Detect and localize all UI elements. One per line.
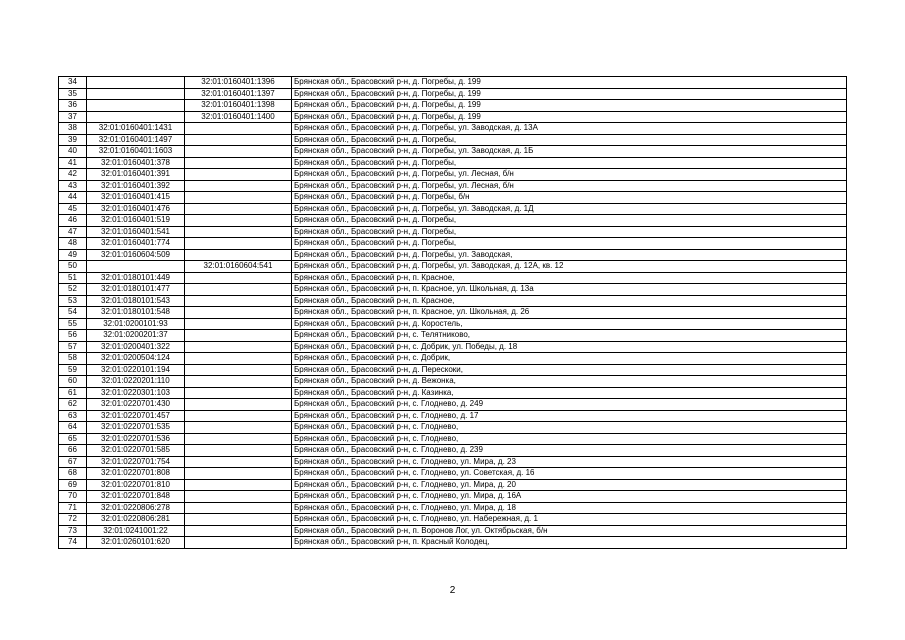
- table-row: [59, 123, 847, 135]
- address-cell: Брянская обл., Брасовский р-н, п. Красное, ул. Школьная, д. 13а: [292, 284, 847, 296]
- old-cadastral-number-cell: 32:01:0180101:548: [87, 307, 185, 319]
- old-cadastral-number-cell: [87, 88, 185, 100]
- table-row: [59, 169, 847, 181]
- address-cell: Брянская обл., Брасовский р-н, д. Погребы, ул. Заводская, д. 12А, кв. 12: [292, 261, 847, 273]
- table-row: [59, 376, 847, 388]
- row-number-cell: 47: [59, 226, 87, 238]
- address-cell: Брянская обл., Брасовский р-н, п. Воронов Лог, ул. Октябрьская, б/н: [292, 525, 847, 537]
- address-cell: Брянская обл., Брасовский р-н, д. Погребы,: [292, 238, 847, 250]
- address-cell: Брянская обл., Брасовский р-н, с. Телятниково,: [292, 330, 847, 342]
- table-row: [59, 318, 847, 330]
- address-cell: Брянская обл., Брасовский р-н, д. Погребы,: [292, 134, 847, 146]
- new-cadastral-number-cell: [185, 134, 292, 146]
- address-cell: Брянская обл., Брасовский р-н, д. Погребы,: [292, 157, 847, 169]
- address-cell: Брянская обл., Брасовский р-н, д. Казинка,: [292, 387, 847, 399]
- address-cell: Брянская обл., Брасовский р-н, д. Погребы, ул. Лесная, б/н: [292, 169, 847, 181]
- new-cadastral-number-cell: [185, 192, 292, 204]
- address-cell: Брянская обл., Брасовский р-н, с. Глоднево, ул. Мира, д. 23: [292, 456, 847, 468]
- table-row: [59, 111, 847, 123]
- address-cell: Брянская обл., Брасовский р-н, п. Красное,: [292, 295, 847, 307]
- address-cell: Брянская обл., Брасовский р-н, с. Добрик, ул. Победы, д. 18: [292, 341, 847, 353]
- new-cadastral-number-cell: [185, 341, 292, 353]
- address-cell: Брянская обл., Брасовский р-н, с. Глоднево, ул. Набережная, д. 1: [292, 514, 847, 526]
- address-cell: Брянская обл., Брасовский р-н, с. Глоднево,: [292, 433, 847, 445]
- address-cell: Брянская обл., Брасовский р-н, п. Красное, ул. Школьная, д. 26: [292, 307, 847, 319]
- table-row: [59, 364, 847, 376]
- new-cadastral-number-cell: [185, 318, 292, 330]
- table-row: [59, 226, 847, 238]
- table-row: [59, 353, 847, 365]
- new-cadastral-number-cell: [185, 468, 292, 480]
- table-row: [59, 514, 847, 526]
- row-number-cell: 54: [59, 307, 87, 319]
- address-cell: Брянская обл., Брасовский р-н, д. Погребы,: [292, 215, 847, 227]
- page-number: 2: [449, 585, 456, 596]
- table-row: [59, 456, 847, 468]
- old-cadastral-number-cell: 32:01:0160401:476: [87, 203, 185, 215]
- old-cadastral-number-cell: 32:01:0220806:278: [87, 502, 185, 514]
- address-cell: Брянская обл., Брасовский р-н, с. Глоднево, ул. Мира, д. 16А: [292, 491, 847, 503]
- row-number-cell: 53: [59, 295, 87, 307]
- old-cadastral-number-cell: 32:01:0220701:848: [87, 491, 185, 503]
- new-cadastral-number-cell: [185, 422, 292, 434]
- row-number-cell: 63: [59, 410, 87, 422]
- old-cadastral-number-cell: 32:01:0160401:541: [87, 226, 185, 238]
- row-number-cell: 43: [59, 180, 87, 192]
- old-cadastral-number-cell: 32:01:0220701:585: [87, 445, 185, 457]
- address-cell: Брянская обл., Брасовский р-н, д. Погребы, д. 199: [292, 111, 847, 123]
- table-body: [59, 77, 847, 549]
- old-cadastral-number-cell: 32:01:0160401:774: [87, 238, 185, 250]
- old-cadastral-number-cell: 32:01:0160604:509: [87, 249, 185, 261]
- row-number-cell: 72: [59, 514, 87, 526]
- new-cadastral-number-cell: 32:01:0160604:541: [185, 261, 292, 273]
- address-cell: Брянская обл., Брасовский р-н, д. Погребы, ул. Заводская,: [292, 249, 847, 261]
- table-row: [59, 422, 847, 434]
- row-number-cell: 60: [59, 376, 87, 388]
- new-cadastral-number-cell: [185, 226, 292, 238]
- old-cadastral-number-cell: 32:01:0220701:810: [87, 479, 185, 491]
- new-cadastral-number-cell: [185, 525, 292, 537]
- old-cadastral-number-cell: 32:01:0220701:457: [87, 410, 185, 422]
- old-cadastral-number-cell: 32:01:0160401:392: [87, 180, 185, 192]
- row-number-cell: 65: [59, 433, 87, 445]
- row-number-cell: 34: [59, 77, 87, 89]
- new-cadastral-number-cell: [185, 249, 292, 261]
- address-cell: Брянская обл., Брасовский р-н, д. Погребы, ул. Заводская, д. 1Б: [292, 146, 847, 158]
- new-cadastral-number-cell: 32:01:0160401:1400: [185, 111, 292, 123]
- row-number-cell: 67: [59, 456, 87, 468]
- row-number-cell: 73: [59, 525, 87, 537]
- row-number-cell: 57: [59, 341, 87, 353]
- old-cadastral-number-cell: 32:01:0160401:378: [87, 157, 185, 169]
- old-cadastral-number-cell: 32:01:0220201:110: [87, 376, 185, 388]
- table-row: [59, 88, 847, 100]
- address-cell: Брянская обл., Брасовский р-н, д. Погребы, д. 199: [292, 100, 847, 112]
- address-cell: Брянская обл., Брасовский р-н, д. Погребы, д. 199: [292, 88, 847, 100]
- table-row: [59, 261, 847, 273]
- address-cell: Брянская обл., Брасовский р-н, с. Глоднево, ул. Мира, д. 18: [292, 502, 847, 514]
- row-number-cell: 58: [59, 353, 87, 365]
- address-cell: Брянская обл., Брасовский р-н, д. Вежонка,: [292, 376, 847, 388]
- row-number-cell: 37: [59, 111, 87, 123]
- new-cadastral-number-cell: [185, 238, 292, 250]
- old-cadastral-number-cell: 32:01:0220701:808: [87, 468, 185, 480]
- old-cadastral-number-cell: 32:01:0241001:22: [87, 525, 185, 537]
- row-number-cell: 74: [59, 537, 87, 549]
- table-row: [59, 249, 847, 261]
- new-cadastral-number-cell: [185, 399, 292, 411]
- row-number-cell: 51: [59, 272, 87, 284]
- old-cadastral-number-cell: 32:01:0220806:281: [87, 514, 185, 526]
- table-row: [59, 284, 847, 296]
- new-cadastral-number-cell: [185, 479, 292, 491]
- address-cell: Брянская обл., Брасовский р-н, п. Красное,: [292, 272, 847, 284]
- row-number-cell: 35: [59, 88, 87, 100]
- address-cell: Брянская обл., Брасовский р-н, д. Погребы, д. 199: [292, 77, 847, 89]
- address-cell: Брянская обл., Брасовский р-н, д. Перескоки,: [292, 364, 847, 376]
- new-cadastral-number-cell: [185, 433, 292, 445]
- table-row: [59, 330, 847, 342]
- old-cadastral-number-cell: 32:01:0200101:93: [87, 318, 185, 330]
- table-row: [59, 307, 847, 319]
- new-cadastral-number-cell: [185, 123, 292, 135]
- table-row: [59, 410, 847, 422]
- new-cadastral-number-cell: [185, 387, 292, 399]
- row-number-cell: 40: [59, 146, 87, 158]
- old-cadastral-number-cell: 32:01:0160401:415: [87, 192, 185, 204]
- old-cadastral-number-cell: [87, 100, 185, 112]
- row-number-cell: 61: [59, 387, 87, 399]
- new-cadastral-number-cell: [185, 180, 292, 192]
- new-cadastral-number-cell: [185, 410, 292, 422]
- row-number-cell: 68: [59, 468, 87, 480]
- address-cell: Брянская обл., Брасовский р-н, с. Добрик,: [292, 353, 847, 365]
- new-cadastral-number-cell: [185, 215, 292, 227]
- new-cadastral-number-cell: [185, 376, 292, 388]
- new-cadastral-number-cell: 32:01:0160401:1398: [185, 100, 292, 112]
- table-row: [59, 100, 847, 112]
- old-cadastral-number-cell: 32:01:0160401:1603: [87, 146, 185, 158]
- new-cadastral-number-cell: [185, 364, 292, 376]
- table-row: [59, 272, 847, 284]
- new-cadastral-number-cell: 32:01:0160401:1396: [185, 77, 292, 89]
- table-row: [59, 479, 847, 491]
- old-cadastral-number-cell: 32:01:0180101:449: [87, 272, 185, 284]
- old-cadastral-number-cell: 32:01:0180101:543: [87, 295, 185, 307]
- old-cadastral-number-cell: 32:01:0200401:322: [87, 341, 185, 353]
- row-number-cell: 48: [59, 238, 87, 250]
- old-cadastral-number-cell: 32:01:0160401:519: [87, 215, 185, 227]
- row-number-cell: 38: [59, 123, 87, 135]
- row-number-cell: 52: [59, 284, 87, 296]
- new-cadastral-number-cell: [185, 157, 292, 169]
- address-cell: Брянская обл., Брасовский р-н, с. Глодневo, д. 249: [292, 399, 847, 411]
- table-row: [59, 537, 847, 549]
- new-cadastral-number-cell: [185, 353, 292, 365]
- new-cadastral-number-cell: [185, 272, 292, 284]
- table-row: [59, 180, 847, 192]
- new-cadastral-number-cell: [185, 330, 292, 342]
- table-row: [59, 238, 847, 250]
- address-cell: Брянская обл., Брасовский р-н, д. Погребы, ул. Лесная, б/н: [292, 180, 847, 192]
- row-number-cell: 59: [59, 364, 87, 376]
- row-number-cell: 64: [59, 422, 87, 434]
- table-row: [59, 77, 847, 89]
- new-cadastral-number-cell: [185, 502, 292, 514]
- address-cell: Брянская обл., Брасовский р-н, с. Глоднево, ул. Советская, д. 16: [292, 468, 847, 480]
- table-row: [59, 215, 847, 227]
- new-cadastral-number-cell: [185, 491, 292, 503]
- new-cadastral-number-cell: [185, 284, 292, 296]
- address-cell: Брянская обл., Брасовский р-н, д. Погребы,: [292, 226, 847, 238]
- new-cadastral-number-cell: [185, 203, 292, 215]
- cadastral-table: [58, 76, 847, 549]
- row-number-cell: 42: [59, 169, 87, 181]
- old-cadastral-number-cell: 32:01:0200201:37: [87, 330, 185, 342]
- old-cadastral-number-cell: 32:01:0220701:754: [87, 456, 185, 468]
- old-cadastral-number-cell: [87, 77, 185, 89]
- new-cadastral-number-cell: [185, 146, 292, 158]
- old-cadastral-number-cell: 32:01:0160401:391: [87, 169, 185, 181]
- table-row: [59, 399, 847, 411]
- table-row: [59, 387, 847, 399]
- new-cadastral-number-cell: [185, 456, 292, 468]
- new-cadastral-number-cell: [185, 514, 292, 526]
- row-number-cell: 50: [59, 261, 87, 273]
- old-cadastral-number-cell: 32:01:0220701:535: [87, 422, 185, 434]
- row-number-cell: 39: [59, 134, 87, 146]
- address-cell: Брянская обл., Брасовский р-н, с. Глоднево,: [292, 422, 847, 434]
- row-number-cell: 36: [59, 100, 87, 112]
- address-cell: Брянская обл., Брасовский р-н, д. Погребы, ул. Заводская, д. 1Д: [292, 203, 847, 215]
- row-number-cell: 44: [59, 192, 87, 204]
- row-number-cell: 62: [59, 399, 87, 411]
- table-row: [59, 525, 847, 537]
- new-cadastral-number-cell: [185, 169, 292, 181]
- row-number-cell: 66: [59, 445, 87, 457]
- new-cadastral-number-cell: [185, 295, 292, 307]
- table-row: [59, 157, 847, 169]
- old-cadastral-number-cell: 32:01:0200504:124: [87, 353, 185, 365]
- address-cell: Брянская обл., Брасовский р-н, п. Красный Колодец,: [292, 537, 847, 549]
- address-cell: Брянская обл., Брасовский р-н, с. Глоднево, д. 239: [292, 445, 847, 457]
- old-cadastral-number-cell: 32:01:0180101:477: [87, 284, 185, 296]
- old-cadastral-number-cell: 32:01:0160401:1497: [87, 134, 185, 146]
- address-cell: Брянская обл., Брасовский р-н, с. Глоднево, ул. Мира, д. 20: [292, 479, 847, 491]
- old-cadastral-number-cell: 32:01:0260101:620: [87, 537, 185, 549]
- old-cadastral-number-cell: 32:01:0220701:430: [87, 399, 185, 411]
- old-cadastral-number-cell: [87, 111, 185, 123]
- address-cell: Брянская обл., Брасовский р-н, д. Коростель,: [292, 318, 847, 330]
- old-cadastral-number-cell: 32:01:0220301:103: [87, 387, 185, 399]
- table-row: [59, 502, 847, 514]
- row-number-cell: 55: [59, 318, 87, 330]
- table-row: [59, 341, 847, 353]
- new-cadastral-number-cell: [185, 445, 292, 457]
- row-number-cell: 56: [59, 330, 87, 342]
- new-cadastral-number-cell: [185, 307, 292, 319]
- row-number-cell: 45: [59, 203, 87, 215]
- table-row: [59, 192, 847, 204]
- table-row: [59, 433, 847, 445]
- table-row: [59, 295, 847, 307]
- table-row: [59, 468, 847, 480]
- row-number-cell: 71: [59, 502, 87, 514]
- new-cadastral-number-cell: 32:01:0160401:1397: [185, 88, 292, 100]
- table-row: [59, 146, 847, 158]
- row-number-cell: 46: [59, 215, 87, 227]
- address-cell: Брянская обл., Брасовский р-н, д. Погребы, ул. Заводская, д. 13А: [292, 123, 847, 135]
- row-number-cell: 69: [59, 479, 87, 491]
- old-cadastral-number-cell: 32:01:0220701:536: [87, 433, 185, 445]
- old-cadastral-number-cell: 32:01:0160401:1431: [87, 123, 185, 135]
- address-cell: Брянская обл., Брасовский р-н, д. Погребы, б/н: [292, 192, 847, 204]
- table-row: [59, 491, 847, 503]
- table-row: [59, 134, 847, 146]
- row-number-cell: 70: [59, 491, 87, 503]
- address-cell: Брянская обл., Брасовский р-н, с. Глоднево, д. 17: [292, 410, 847, 422]
- table-row: [59, 445, 847, 457]
- table-row: [59, 203, 847, 215]
- row-number-cell: 41: [59, 157, 87, 169]
- new-cadastral-number-cell: [185, 537, 292, 549]
- old-cadastral-number-cell: 32:01:0220101:194: [87, 364, 185, 376]
- row-number-cell: 49: [59, 249, 87, 261]
- old-cadastral-number-cell: [87, 261, 185, 273]
